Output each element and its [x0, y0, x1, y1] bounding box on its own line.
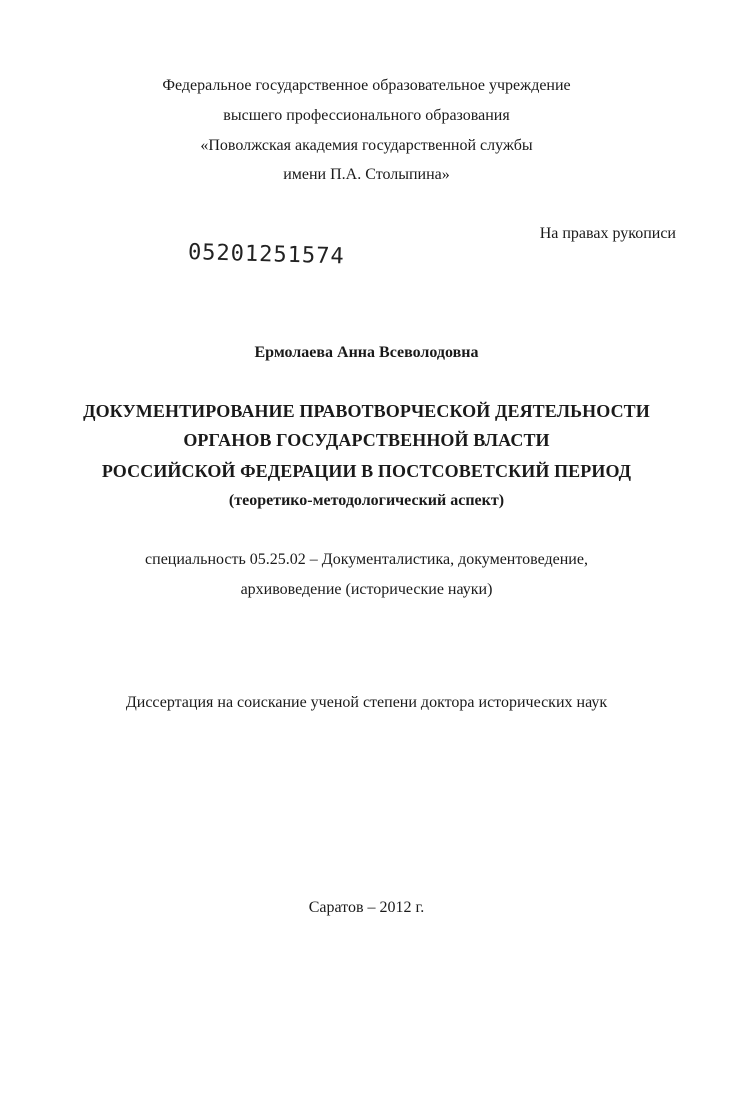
- institution-line-3: «Поволжская академия государственной службы: [200, 137, 533, 154]
- institution-line-2: высшего профессионального образования: [223, 107, 510, 124]
- title-line-1: ДОКУМЕНТИРОВАНИЕ ПРАВОТВОРЧЕСКОЙ ДЕЯТЕЛЬНОСТИ: [83, 401, 650, 421]
- stamp-number: 05201251574: [187, 240, 345, 270]
- specialty-line-1: специальность 05.25.02 – Документалистика, документоведение,: [145, 551, 588, 568]
- manuscript-note: На правах рукописи: [539, 225, 676, 242]
- author-name: Ермолаева Анна Всеволодовна: [254, 344, 479, 361]
- place-year: Саратов – 2012 г.: [308, 899, 425, 916]
- title-line-2: ОРГАНОВ ГОСУДАРСТВЕННОЙ ВЛАСТИ: [183, 430, 550, 450]
- institution-line-4: имени П.А. Столыпина»: [283, 166, 450, 183]
- title-subtitle: (теоретико-методологический аспект): [228, 492, 505, 509]
- degree-statement: Диссертация на соискание ученой степени доктора исторических наук: [125, 694, 608, 711]
- specialty-line-2: архивоведение (исторические науки): [240, 581, 493, 598]
- title-line-3: РОССИЙСКОЙ ФЕДЕРАЦИИ В ПОСТСОВЕТСКИЙ ПЕРИОД: [101, 461, 632, 481]
- institution-line-1: Федеральное государственное образовательное учреждение: [162, 77, 571, 94]
